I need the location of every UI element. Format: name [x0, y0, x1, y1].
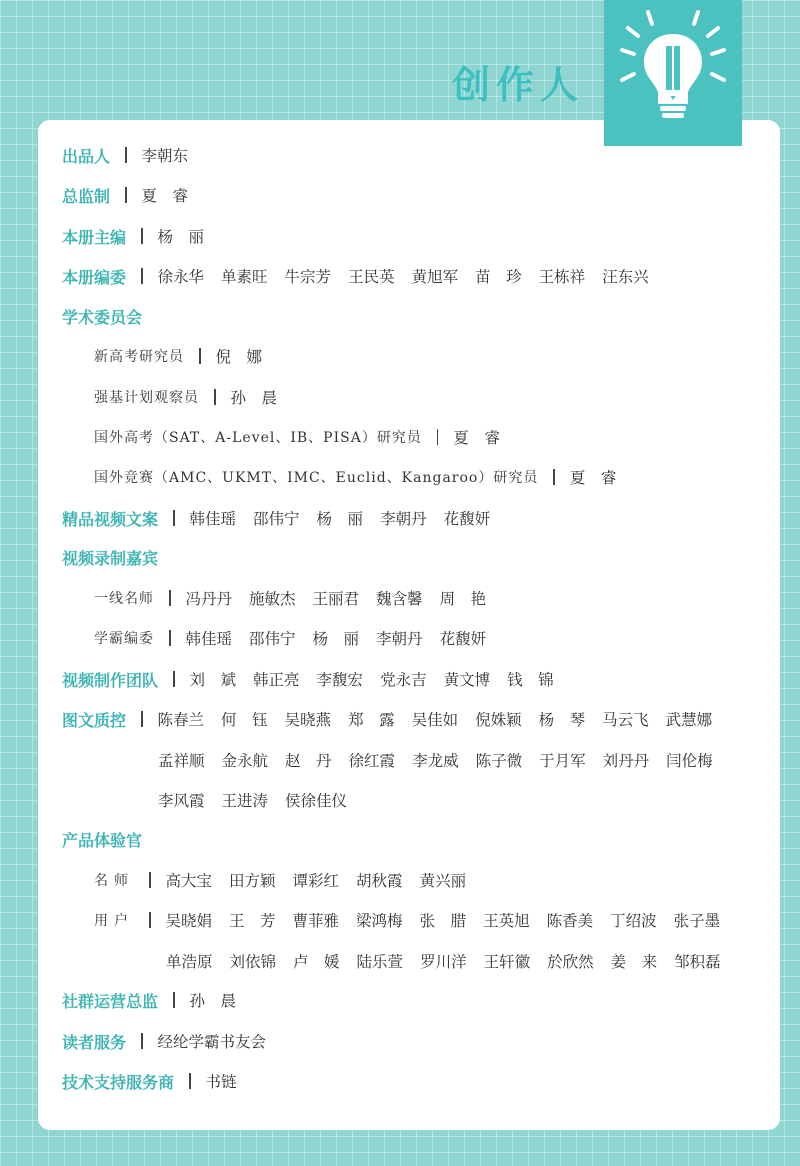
person-name: 马云飞 — [602, 711, 649, 729]
separator-bar — [173, 992, 175, 1008]
person-name: 陈春兰 — [157, 711, 205, 729]
credit-names-continued — [158, 745, 713, 775]
person-name: 丁绍波 — [610, 912, 657, 930]
credit-label: 精品视频文案 — [62, 509, 159, 529]
person-name: 何 钰 — [221, 711, 268, 729]
person-name: 于月军 — [539, 752, 586, 770]
person-name: 卢 媛 — [293, 953, 340, 971]
credit-label: 学霸编委 — [94, 631, 154, 647]
credit-row — [62, 180, 188, 210]
credit-names — [158, 708, 713, 730]
separator-bar — [169, 630, 171, 646]
person-name: 侯徐佳仪 — [285, 792, 348, 810]
person-name: 吴佳如 — [411, 711, 459, 729]
credit-row — [62, 301, 142, 331]
person-name: 郑 露 — [348, 711, 395, 729]
person-name: 孙 晨 — [230, 389, 278, 407]
person-name: 田方颖 — [229, 872, 276, 890]
credit-label: 技术支持服务商 — [62, 1072, 175, 1092]
person-name: 单素旺 — [221, 268, 268, 286]
person-name: 武慧娜 — [665, 711, 713, 729]
person-name: 经纶学霸书友会 — [157, 1033, 267, 1051]
credit-row — [94, 583, 486, 613]
person-name: 罗川洋 — [420, 953, 467, 971]
person-name: 张 腊 — [419, 912, 467, 930]
separator-bar — [173, 510, 175, 526]
separator-bar — [189, 1073, 191, 1089]
person-name: 邵伟宁 — [253, 510, 300, 528]
credit-label: 一线名师 — [94, 591, 154, 607]
person-name: 王 芳 — [229, 912, 276, 930]
person-name: 曹菲雅 — [292, 912, 340, 930]
credit-names — [216, 345, 263, 367]
credit-row — [62, 1066, 237, 1096]
credit-row — [94, 341, 262, 371]
credit-row — [62, 503, 490, 533]
credit-row — [94, 422, 500, 452]
person-name: 李风霞 — [158, 792, 205, 810]
credit-row — [62, 704, 712, 734]
person-name: 单浩原 — [166, 953, 213, 971]
person-name: 王栋祥 — [538, 268, 586, 286]
person-name: 韩佳瑶 — [189, 510, 237, 528]
credit-row — [94, 462, 616, 492]
credit-row — [94, 382, 277, 412]
credit-names — [186, 587, 487, 609]
credit-names — [158, 265, 649, 287]
separator-bar — [169, 590, 171, 606]
separator-bar — [437, 429, 439, 445]
person-name: 黄兴丽 — [419, 872, 467, 890]
person-name: 王轩徽 — [483, 953, 531, 971]
credit-label: 学术委员会 — [62, 307, 143, 327]
credit-row — [62, 985, 236, 1015]
page-title: 创作人 — [452, 63, 585, 107]
person-name: 刘依锦 — [229, 953, 277, 971]
separator-bar — [149, 872, 151, 888]
person-name: 杨 丽 — [316, 510, 364, 528]
person-name: 李朝丹 — [376, 630, 423, 648]
credit-row — [62, 1026, 266, 1056]
person-name: 陆乐萱 — [356, 953, 404, 971]
person-name: 花馥妍 — [439, 630, 487, 648]
person-name: 施敏杰 — [249, 590, 296, 608]
person-name: 周 艳 — [439, 590, 487, 608]
person-name: 黄文博 — [443, 671, 491, 689]
person-name: 李龙威 — [412, 752, 459, 770]
credit-label: 用户 — [94, 913, 134, 929]
credit-label: 强基计划观察员 — [94, 390, 199, 406]
credit-names — [158, 225, 205, 247]
person-name: 李朝丹 — [380, 510, 427, 528]
credit-label: 新高考研究员 — [94, 349, 184, 365]
person-name: 王英旭 — [483, 912, 530, 930]
person-name: 牛宗芳 — [284, 268, 332, 286]
person-name: 姜 来 — [610, 953, 658, 971]
credit-names — [158, 1030, 267, 1052]
credit-label: 本册编委 — [62, 267, 127, 287]
separator-bar — [141, 228, 143, 244]
credit-row — [62, 140, 188, 170]
credit-row — [94, 623, 486, 653]
credit-names — [190, 989, 237, 1011]
separator-bar — [149, 912, 151, 928]
credit-label: 读者服务 — [62, 1032, 127, 1052]
credit-row — [62, 542, 158, 572]
credit-label: 总监制 — [62, 186, 111, 206]
person-name: 夏 睿 — [569, 469, 617, 487]
person-name: 党永吉 — [380, 671, 427, 689]
person-name: 王民英 — [348, 268, 395, 286]
person-name: 於欣然 — [547, 953, 594, 971]
person-name: 赵 丹 — [285, 752, 332, 770]
person-name: 孟祥顺 — [158, 752, 205, 770]
separator-bar — [553, 469, 555, 485]
credit-label: 出品人 — [62, 146, 111, 166]
separator-bar — [125, 187, 127, 203]
person-name: 钱 锦 — [507, 671, 554, 689]
person-name: 梁鸿梅 — [356, 912, 403, 930]
person-name: 倪 娜 — [215, 348, 263, 366]
credit-row — [94, 905, 720, 935]
person-name: 陈香美 — [546, 912, 594, 930]
person-name: 邹积磊 — [674, 953, 721, 971]
credit-label: 产品体验官 — [62, 830, 143, 850]
person-name: 李馥宏 — [316, 671, 364, 689]
person-name: 倪姝颖 — [475, 711, 522, 729]
person-name: 陈子微 — [475, 752, 523, 770]
person-name: 苗 珍 — [475, 268, 522, 286]
person-name: 杨 丽 — [157, 228, 205, 246]
credit-row — [62, 221, 204, 251]
person-name: 谭彩红 — [292, 872, 340, 890]
person-name: 王进涛 — [221, 792, 269, 810]
person-name: 吴晓燕 — [284, 711, 332, 729]
credit-row — [62, 664, 554, 694]
person-name: 闫伦梅 — [666, 752, 713, 770]
credit-row — [94, 865, 466, 895]
person-name: 韩正亮 — [253, 671, 300, 689]
person-name: 刘丹丹 — [602, 752, 650, 770]
person-name: 徐红霞 — [348, 752, 396, 770]
credit-label: 国外竞赛（AMC、UKMT、IMC、Euclid、Kangaroo）研究员 — [94, 470, 539, 486]
credit-names — [142, 184, 189, 206]
person-name: 张子墨 — [673, 912, 721, 930]
person-name: 金永航 — [221, 752, 269, 770]
person-name: 李朝东 — [141, 147, 189, 165]
credit-names — [142, 144, 189, 166]
credit-label: 国外高考（SAT、A-Level、IB、PISA）研究员 — [94, 430, 422, 446]
person-name: 黄旭军 — [411, 268, 459, 286]
credit-label: 视频制作团队 — [62, 670, 159, 690]
person-name: 杨 丽 — [312, 630, 360, 648]
separator-bar — [173, 671, 175, 687]
credit-names — [186, 627, 487, 649]
credit-names — [231, 386, 278, 408]
person-name: 魏含馨 — [376, 590, 423, 608]
person-name: 花馥妍 — [443, 510, 491, 528]
person-name: 冯丹丹 — [185, 590, 233, 608]
credit-label: 名师 — [94, 873, 134, 889]
separator-bar — [199, 348, 201, 364]
credit-label: 社群运营总监 — [62, 991, 159, 1011]
person-name: 吴晓娟 — [165, 912, 213, 930]
credit-label: 视频录制嘉宾 — [62, 548, 159, 568]
person-name: 高大宝 — [165, 872, 213, 890]
separator-bar — [141, 1033, 143, 1049]
person-name: 孙 晨 — [189, 992, 237, 1010]
person-name: 王丽君 — [312, 590, 360, 608]
separator-bar — [141, 711, 143, 727]
person-name: 夏 睿 — [453, 429, 500, 447]
credit-names — [206, 1070, 237, 1092]
person-name: 汪东兴 — [602, 268, 649, 286]
credit-names — [166, 869, 467, 891]
person-name: 胡秋霞 — [356, 872, 403, 890]
person-name: 刘 斌 — [189, 671, 237, 689]
person-name: 韩佳瑶 — [185, 630, 233, 648]
credit-names-continued — [166, 946, 721, 976]
person-name: 书链 — [205, 1073, 237, 1091]
credit-names — [453, 426, 500, 448]
person-name: 杨 琴 — [538, 711, 586, 729]
credit-names — [190, 507, 491, 529]
credit-names-continued — [158, 785, 347, 815]
separator-bar — [141, 268, 143, 284]
credit-row — [62, 824, 142, 854]
credit-label: 本册主编 — [62, 227, 127, 247]
person-name: 徐永华 — [157, 268, 205, 286]
credit-row — [62, 261, 649, 291]
person-name: 邵伟宁 — [249, 630, 296, 648]
credit-names — [570, 466, 617, 488]
person-name: 夏 睿 — [141, 187, 189, 205]
separator-bar — [214, 389, 216, 405]
separator-bar — [125, 147, 127, 163]
credit-label: 图文质控 — [62, 710, 127, 730]
credit-names — [166, 909, 721, 931]
credit-names — [190, 668, 554, 690]
